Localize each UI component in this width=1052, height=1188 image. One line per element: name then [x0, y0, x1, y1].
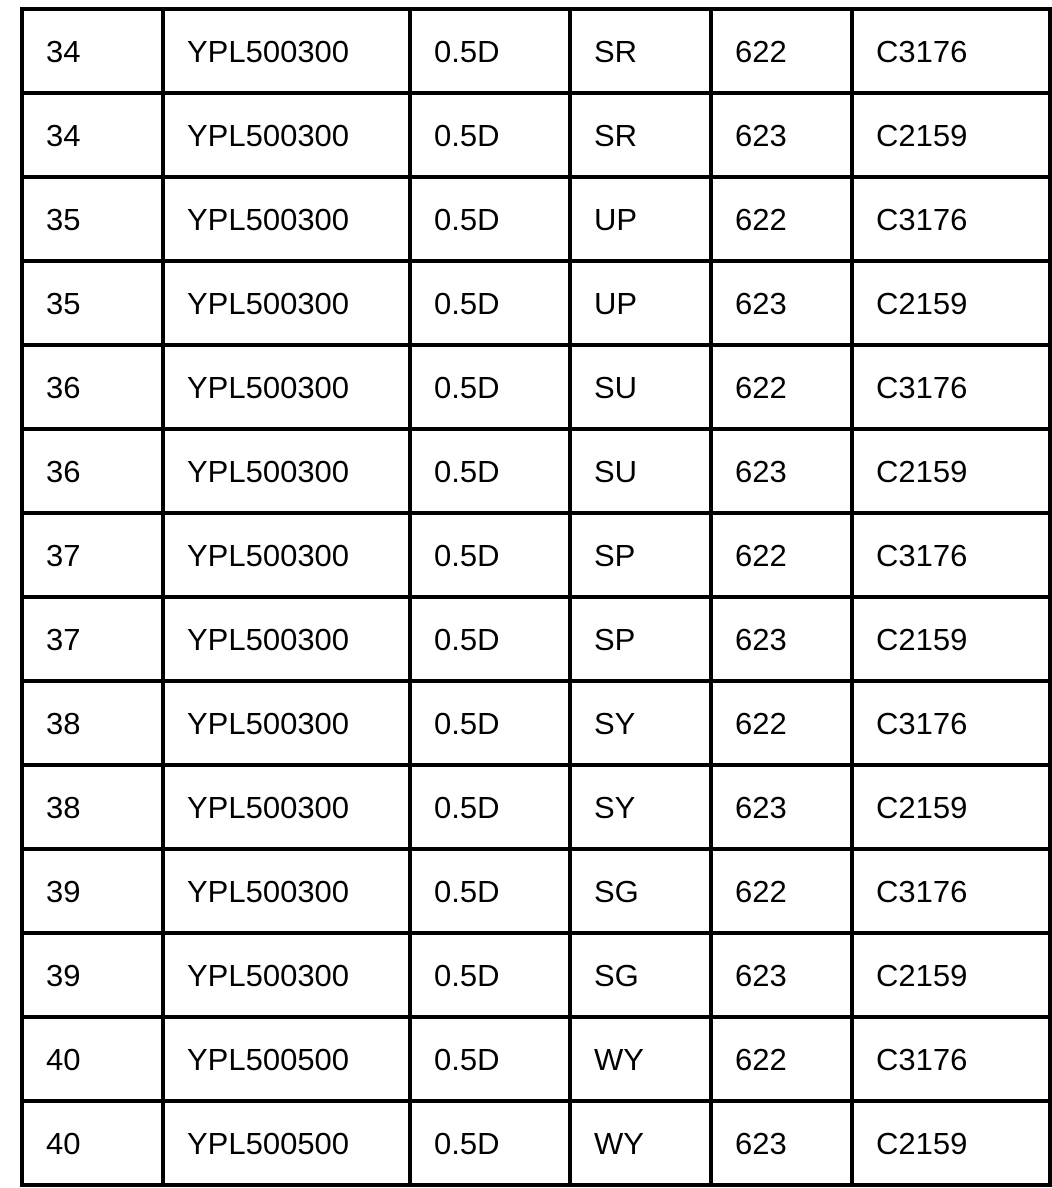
- table-cell: 40: [22, 1101, 163, 1185]
- table-cell: 0.5D: [410, 9, 570, 93]
- table-cell: 622: [711, 9, 852, 93]
- table-row: [22, 933, 1050, 1017]
- table-cell: C3176: [852, 1017, 1050, 1101]
- table-cell: 623: [711, 1101, 852, 1185]
- table-cell: 0.5D: [410, 849, 570, 933]
- table-cell: UP: [570, 261, 711, 345]
- table-cell: C2159: [852, 429, 1050, 513]
- table-cell: SU: [570, 345, 711, 429]
- table-cell: SY: [570, 765, 711, 849]
- table-row: [22, 93, 1050, 177]
- table-cell: 623: [711, 933, 852, 1017]
- table-body: [22, 9, 1050, 1185]
- table-cell: 0.5D: [410, 429, 570, 513]
- table-cell: YPL500300: [163, 933, 410, 1017]
- table-cell: SG: [570, 933, 711, 1017]
- table-cell: C2159: [852, 933, 1050, 1017]
- table-cell: 37: [22, 597, 163, 681]
- table-cell: YPL500500: [163, 1017, 410, 1101]
- table-row: [22, 849, 1050, 933]
- table-row: [22, 261, 1050, 345]
- table-cell: 0.5D: [410, 261, 570, 345]
- table-cell: 622: [711, 681, 852, 765]
- table-cell: SG: [570, 849, 711, 933]
- data-table: [20, 7, 1052, 1187]
- table-cell: YPL500300: [163, 261, 410, 345]
- table-cell: C2159: [852, 597, 1050, 681]
- table-cell: 36: [22, 429, 163, 513]
- table-cell: YPL500300: [163, 429, 410, 513]
- table-cell: 622: [711, 849, 852, 933]
- table-cell: 36: [22, 345, 163, 429]
- table-cell: 39: [22, 933, 163, 1017]
- table-cell: WY: [570, 1017, 711, 1101]
- table-cell: 34: [22, 9, 163, 93]
- table-cell: C3176: [852, 177, 1050, 261]
- table-cell: SP: [570, 513, 711, 597]
- table-cell: 0.5D: [410, 597, 570, 681]
- table-cell: YPL500300: [163, 9, 410, 93]
- table-cell: YPL500300: [163, 177, 410, 261]
- table-cell: WY: [570, 1101, 711, 1185]
- table-cell: YPL500300: [163, 597, 410, 681]
- table-cell: YPL500300: [163, 93, 410, 177]
- table-cell: YPL500300: [163, 765, 410, 849]
- table-row: [22, 681, 1050, 765]
- table-cell: C2159: [852, 1101, 1050, 1185]
- table-row: [22, 597, 1050, 681]
- table-cell: YPL500300: [163, 345, 410, 429]
- table-cell: C2159: [852, 765, 1050, 849]
- table-cell: SP: [570, 597, 711, 681]
- table-row: [22, 513, 1050, 597]
- table-cell: SR: [570, 9, 711, 93]
- table-cell: 0.5D: [410, 933, 570, 1017]
- table-cell: 623: [711, 597, 852, 681]
- table-cell: SY: [570, 681, 711, 765]
- table-cell: 37: [22, 513, 163, 597]
- table-cell: 622: [711, 177, 852, 261]
- table-cell: 0.5D: [410, 765, 570, 849]
- table-cell: 0.5D: [410, 1017, 570, 1101]
- table-cell: 38: [22, 765, 163, 849]
- table-cell: 39: [22, 849, 163, 933]
- table-cell: 38: [22, 681, 163, 765]
- table-row: [22, 1017, 1050, 1101]
- table-cell: 0.5D: [410, 177, 570, 261]
- table-cell: C3176: [852, 681, 1050, 765]
- table-cell: 623: [711, 261, 852, 345]
- table-cell: YPL500300: [163, 849, 410, 933]
- table-cell: 0.5D: [410, 93, 570, 177]
- table-row: [22, 1101, 1050, 1185]
- table-cell: 0.5D: [410, 513, 570, 597]
- table-cell: 35: [22, 177, 163, 261]
- table-cell: 622: [711, 1017, 852, 1101]
- table-cell: SU: [570, 429, 711, 513]
- table-cell: C2159: [852, 93, 1050, 177]
- table-cell: 0.5D: [410, 681, 570, 765]
- table-cell: 34: [22, 93, 163, 177]
- table-cell: C3176: [852, 345, 1050, 429]
- table-cell: YPL500500: [163, 1101, 410, 1185]
- table-cell: 35: [22, 261, 163, 345]
- table-cell: C2159: [852, 261, 1050, 345]
- table-row: [22, 765, 1050, 849]
- table-cell: SR: [570, 93, 711, 177]
- table-row: [22, 9, 1050, 93]
- table-row: [22, 345, 1050, 429]
- table-cell: 623: [711, 765, 852, 849]
- table-cell: 0.5D: [410, 345, 570, 429]
- table-cell: C3176: [852, 849, 1050, 933]
- table-row: [22, 429, 1050, 513]
- table-cell: C3176: [852, 9, 1050, 93]
- table-cell: YPL500300: [163, 513, 410, 597]
- table-cell: 622: [711, 345, 852, 429]
- table-cell: C3176: [852, 513, 1050, 597]
- table-cell: 622: [711, 513, 852, 597]
- table-cell: 623: [711, 429, 852, 513]
- table-cell: UP: [570, 177, 711, 261]
- table-cell: 40: [22, 1017, 163, 1101]
- table-cell: 0.5D: [410, 1101, 570, 1185]
- table-cell: YPL500300: [163, 681, 410, 765]
- table-row: [22, 177, 1050, 261]
- table-cell: 623: [711, 93, 852, 177]
